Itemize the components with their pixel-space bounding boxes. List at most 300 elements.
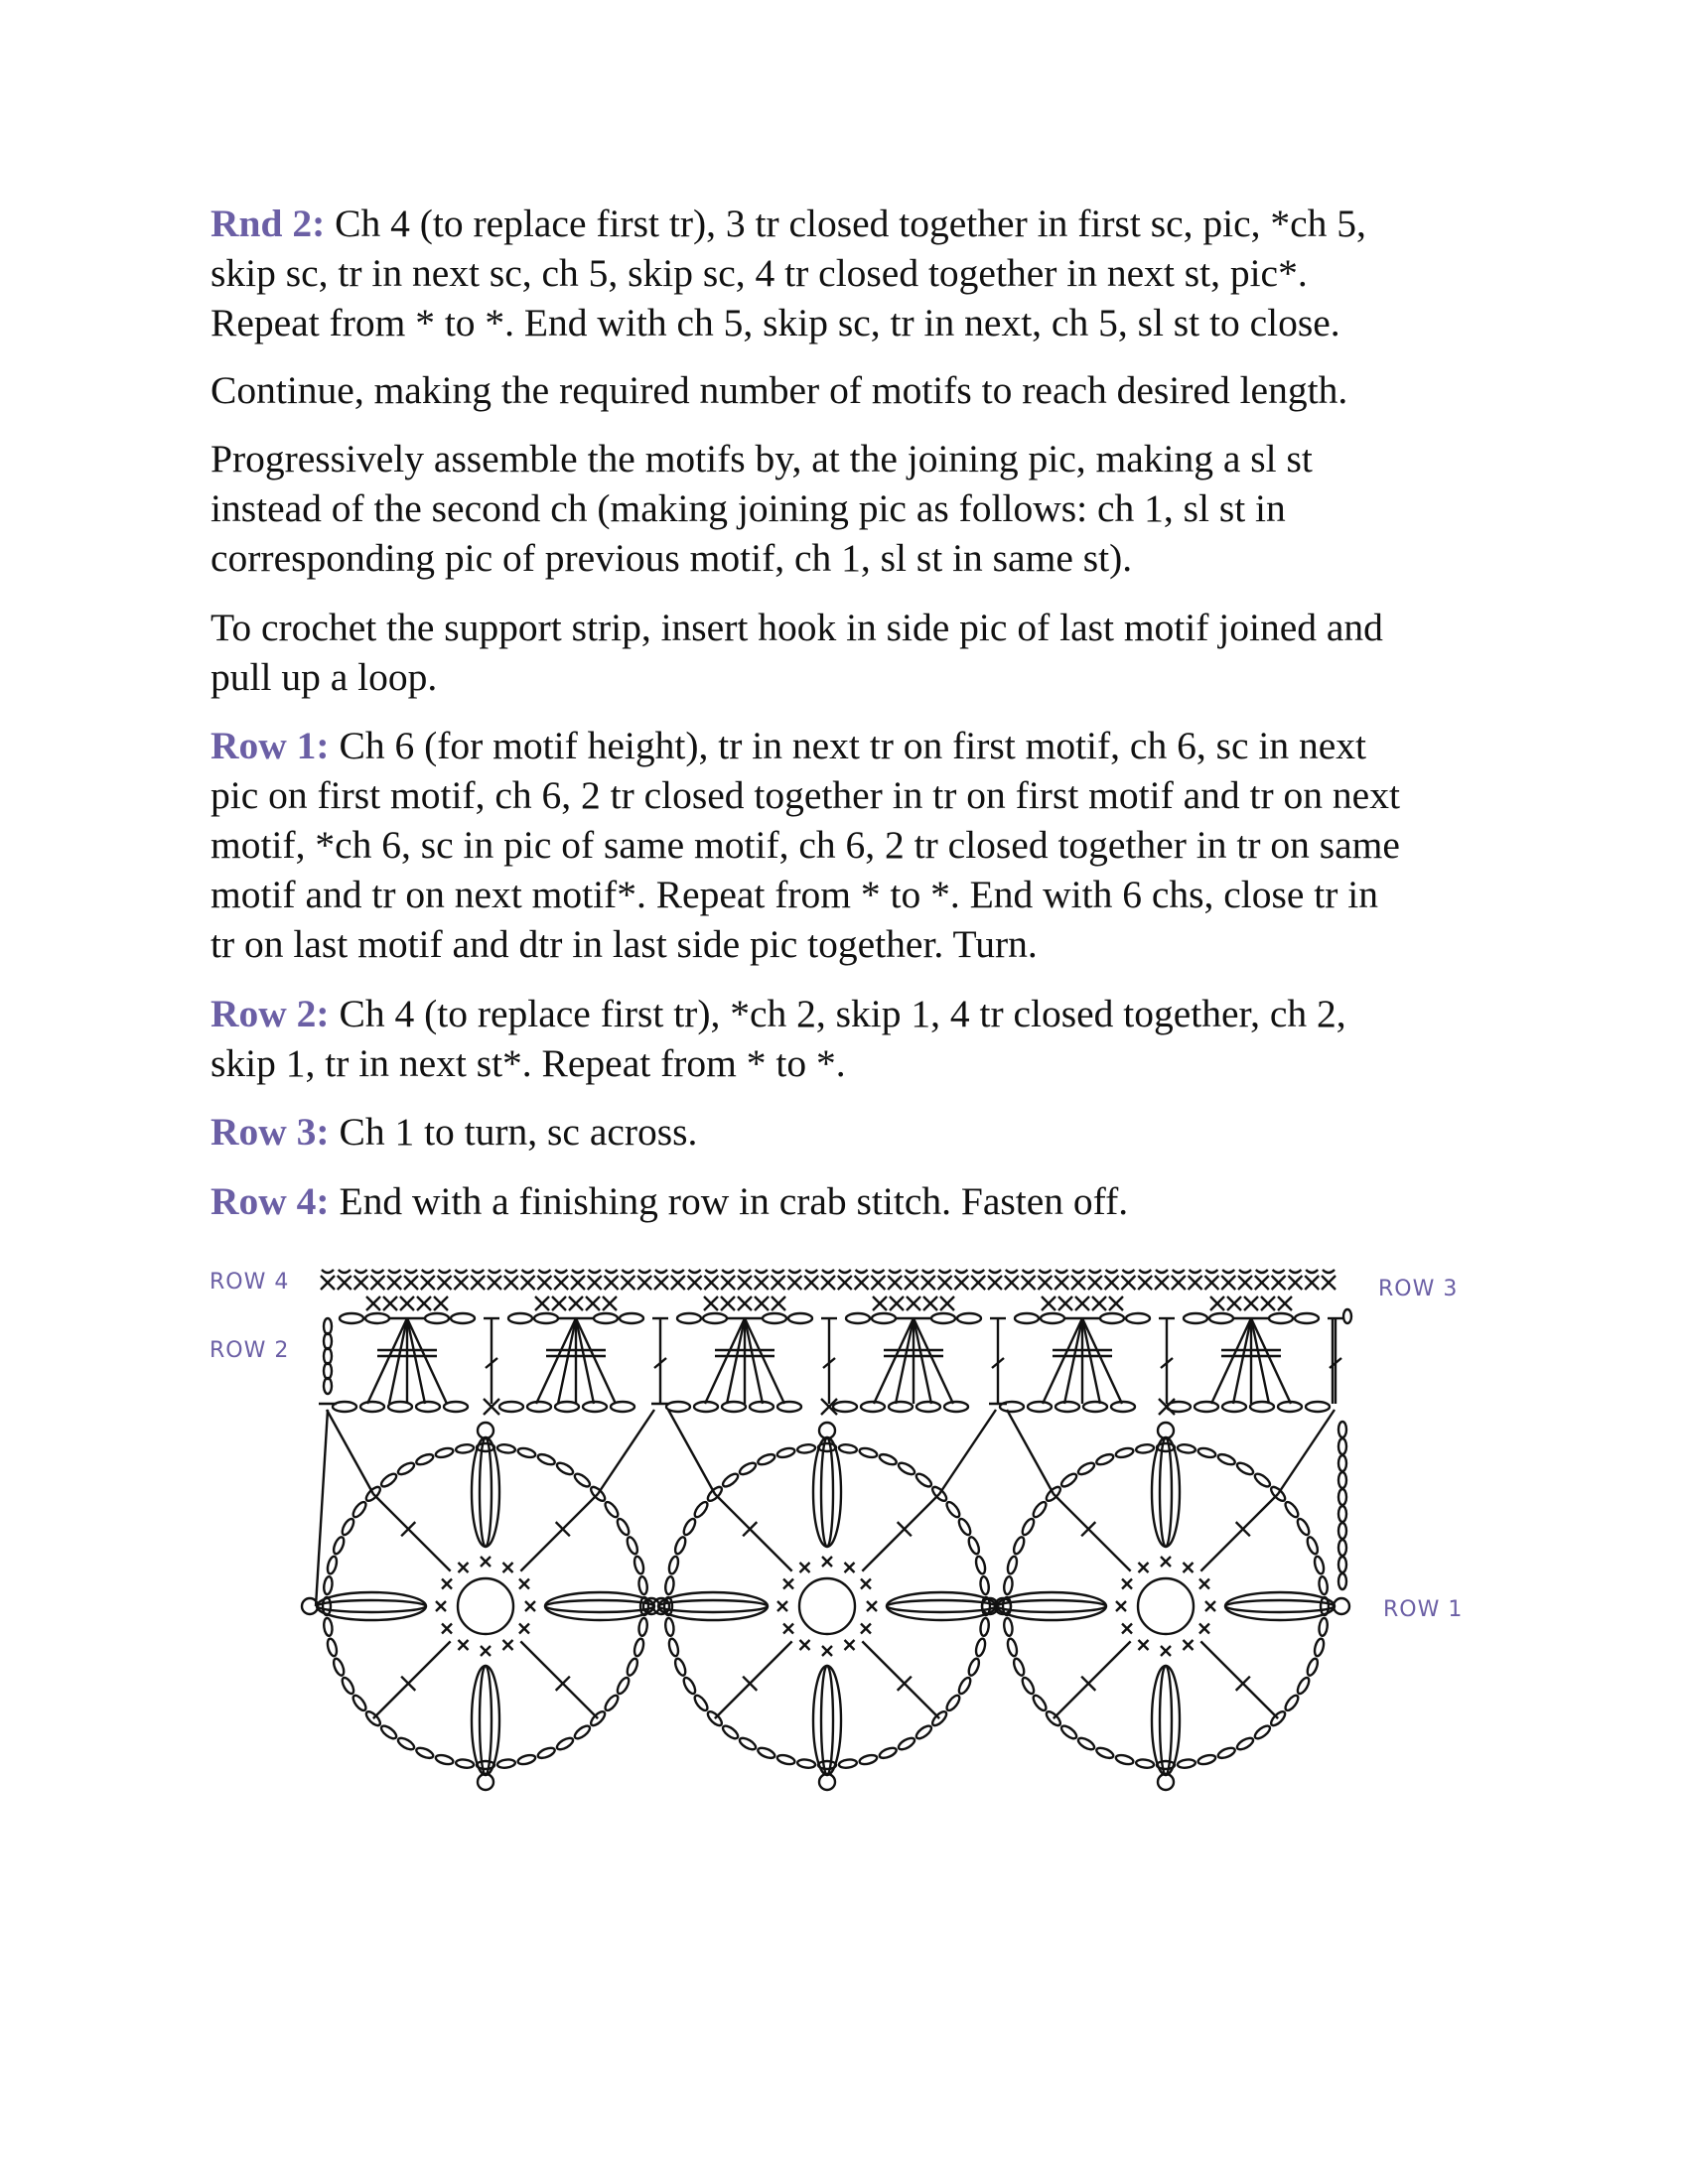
chain-symbol [872, 1313, 896, 1323]
crab-stitch-symbol [588, 1276, 602, 1290]
support-tr [1007, 1410, 1054, 1494]
tr-cluster-stem [896, 1318, 914, 1404]
chain-symbol [673, 1536, 687, 1556]
chain-symbol [323, 1617, 333, 1636]
chain-symbol [324, 1333, 332, 1349]
picot-symbol [1158, 1423, 1174, 1438]
crab-stitch-mark [1256, 1270, 1268, 1273]
sc-symbol [907, 1297, 920, 1310]
crab-stitch-mark [1089, 1270, 1101, 1273]
crab-stitch-symbol [1005, 1276, 1019, 1290]
chain-symbol [944, 1402, 968, 1412]
crab-stitch-mark [705, 1270, 717, 1273]
crab-stitch-mark [906, 1270, 917, 1273]
chain-symbol [957, 1517, 973, 1537]
chain-symbol [1076, 1460, 1096, 1476]
chain-symbol [838, 1758, 857, 1768]
tr-cluster-stem [705, 1318, 745, 1404]
crab-stitch-symbol [755, 1276, 769, 1290]
chain-symbol [1177, 1443, 1196, 1453]
chain-symbol [757, 1746, 776, 1760]
petal-inner [887, 1600, 996, 1612]
tr-cluster-stem [1082, 1318, 1100, 1404]
tr-cluster-stem [1043, 1318, 1082, 1404]
crab-stitch-symbol [1155, 1276, 1169, 1290]
crab-stitch-symbol [471, 1276, 485, 1290]
support-tr [1278, 1410, 1335, 1494]
chain-symbol [416, 1402, 440, 1412]
petal-cluster [472, 1437, 499, 1547]
chain-symbol [974, 1556, 986, 1574]
chain-symbol [435, 1446, 454, 1458]
petal-inner [1160, 1666, 1172, 1775]
crab-stitch-symbol [1221, 1276, 1235, 1290]
crab-stitch-mark [1006, 1270, 1018, 1273]
step-text: Ch 1 to turn, sc across. [329, 1110, 698, 1154]
chain-symbol [536, 1746, 556, 1760]
chain-symbol [444, 1402, 468, 1412]
chain-symbol [757, 1452, 776, 1466]
crab-stitch-symbol [1038, 1276, 1052, 1290]
chain-symbol [637, 1576, 647, 1595]
chain-symbol [1041, 1313, 1064, 1323]
chain-symbol [620, 1313, 643, 1323]
crab-stitch-mark [756, 1270, 768, 1273]
crab-stitch-symbol [1055, 1276, 1068, 1290]
chain-symbol [797, 1443, 816, 1453]
crab-stitch-mark [739, 1270, 751, 1273]
crab-stitch-mark [1156, 1270, 1168, 1273]
chain-symbol [326, 1556, 338, 1574]
crab-stitch-mark [1039, 1270, 1051, 1273]
crab-stitch-symbol [821, 1276, 835, 1290]
picot-symbol [819, 1423, 835, 1438]
sc-symbol [1075, 1297, 1089, 1310]
petal-inner [317, 1600, 426, 1612]
picot-symbol [819, 1774, 835, 1790]
crab-stitch-mark [1173, 1270, 1185, 1273]
crab-stitch-symbol [521, 1276, 535, 1290]
chain-symbol [340, 1517, 355, 1537]
crab-stitch-symbol [354, 1276, 368, 1290]
chain-symbol [721, 1471, 740, 1488]
chain-symbol [677, 1313, 701, 1323]
sc-symbol [1161, 1646, 1171, 1656]
chain-symbol [846, 1313, 870, 1323]
crab-stitch-symbol [637, 1276, 651, 1290]
chain-symbol [499, 1402, 523, 1412]
petal-cluster [813, 1666, 841, 1775]
crab-stitch-mark [622, 1270, 633, 1273]
chain-symbol [456, 1443, 475, 1453]
tr-cluster-stem [367, 1318, 407, 1404]
chain-symbol [1338, 1573, 1346, 1589]
sc-symbol [417, 1297, 431, 1310]
tr-cluster-stem [389, 1318, 407, 1404]
chain-symbol [425, 1313, 449, 1323]
sc-symbol [822, 1646, 832, 1656]
sc-symbol [434, 1297, 448, 1310]
chain-symbol [1100, 1313, 1124, 1323]
sc-symbol [1205, 1601, 1215, 1611]
crab-stitch-mark [355, 1270, 367, 1273]
tr-cluster-stem [1211, 1318, 1251, 1404]
crab-stitch-symbol [954, 1276, 968, 1290]
chain-symbol [1250, 1402, 1274, 1412]
step-label: Row 2: [211, 992, 330, 1035]
crab-stitch-mark [872, 1270, 884, 1273]
sc-symbol [1261, 1297, 1275, 1310]
chain-symbol [573, 1471, 592, 1488]
crab-stitch-symbol [888, 1276, 902, 1290]
crab-stitch-mark [572, 1270, 584, 1273]
crab-stitch-symbol [454, 1276, 468, 1290]
chain-symbol [664, 1576, 674, 1595]
chain-symbol [326, 1638, 338, 1657]
crab-stitch-mark [322, 1270, 334, 1273]
chain-symbol [1095, 1746, 1115, 1760]
crab-stitch-mark [1239, 1270, 1251, 1273]
tr-cluster-stem [576, 1318, 594, 1404]
chain-symbol [324, 1378, 332, 1394]
chain-symbol [1028, 1402, 1052, 1412]
chain-symbol [974, 1638, 986, 1657]
sc-symbol [1227, 1297, 1241, 1310]
crab-stitch-mark [1306, 1270, 1318, 1273]
tr-cluster-stem [745, 1318, 763, 1404]
chain-symbol [324, 1318, 332, 1334]
chain-symbol [1313, 1556, 1325, 1574]
petal-cluster [317, 1592, 426, 1620]
sc-symbol [861, 1624, 871, 1634]
center-ring [458, 1578, 513, 1634]
tr-spoke [1200, 1641, 1278, 1718]
sc-symbol [940, 1297, 954, 1310]
crab-stitch-mark [939, 1270, 951, 1273]
crab-stitch-symbol [1189, 1276, 1202, 1290]
crab-stitch-mark [1023, 1270, 1035, 1273]
petal-cluster [1152, 1437, 1180, 1547]
chain-symbol [889, 1402, 913, 1412]
chain-symbol [878, 1746, 898, 1760]
chain-symbol [1295, 1313, 1319, 1323]
step-text: Continue, making the required number of motifs to reach desired length. [211, 368, 1348, 412]
sc-symbol [845, 1563, 855, 1572]
chain-symbol [379, 1723, 398, 1740]
crab-stitch-mark [773, 1270, 784, 1273]
sc-symbol [755, 1297, 769, 1310]
sc-symbol [1199, 1579, 1209, 1589]
sc-symbol [1210, 1297, 1224, 1310]
chain-symbol [692, 1694, 709, 1712]
sc-symbol [845, 1640, 855, 1650]
chain-symbol [1012, 1657, 1026, 1677]
petal-inner [821, 1437, 833, 1547]
tr-cluster-stem [407, 1318, 425, 1404]
support-tr [327, 1410, 373, 1494]
chain-symbol [722, 1402, 746, 1412]
crab-stitch-mark [1190, 1270, 1201, 1273]
center-ring [1138, 1578, 1194, 1634]
sc-symbol [704, 1297, 718, 1310]
chain-symbol [527, 1402, 551, 1412]
crab-stitch-mark [788, 1270, 800, 1273]
support-tr [598, 1410, 654, 1494]
crab-stitch-symbol [988, 1276, 1002, 1290]
sc-symbol [1161, 1557, 1171, 1567]
crab-stitch-mark [638, 1270, 650, 1273]
crab-stitch-symbol [571, 1276, 585, 1290]
tr-cluster-stem [745, 1318, 784, 1404]
chain-symbol [496, 1443, 515, 1453]
step-label: Rnd 2: [211, 202, 326, 245]
crab-stitch-mark [1055, 1270, 1067, 1273]
chain-symbol [1003, 1617, 1013, 1636]
chain-symbol [1020, 1676, 1036, 1696]
step-text: To crochet the support strip, insert hook in side pic of last motif joined and pull up a loop. [211, 606, 1383, 699]
chain-symbol [1338, 1472, 1346, 1488]
crab-stitch-mark [388, 1270, 400, 1273]
chain-symbol [738, 1736, 758, 1752]
chain-symbol [517, 1446, 536, 1458]
crab-stitch-symbol [1255, 1276, 1269, 1290]
crab-stitch-mark [339, 1270, 351, 1273]
chain-symbol [1197, 1753, 1216, 1765]
sc-symbol [721, 1297, 735, 1310]
crab-stitch-mark [1273, 1270, 1285, 1273]
chain-symbol [1338, 1506, 1346, 1522]
chain-symbol [838, 1443, 857, 1453]
sc-symbol [1042, 1297, 1055, 1310]
crab-stitch-mark [422, 1270, 434, 1273]
chain-symbol [1031, 1500, 1048, 1519]
petal-cluster [545, 1592, 654, 1620]
sc-symbol [890, 1297, 904, 1310]
step-text: Ch 4 (to replace first tr), *ch 2, skip 1, 4 tr closed together, ch 2, skip 1, tr in next st*. Repeat from * to *. [211, 992, 1346, 1085]
chain-symbol [1015, 1313, 1039, 1323]
chain-symbol [603, 1500, 620, 1519]
support-tr [668, 1410, 715, 1494]
crab-stitch-symbol [387, 1276, 401, 1290]
chain-symbol [1338, 1438, 1346, 1454]
tr-cluster-stem [1064, 1318, 1082, 1404]
petal-cluster [658, 1592, 768, 1620]
petal-cluster [813, 1437, 841, 1547]
petal-inner [480, 1437, 492, 1547]
tr-spoke [373, 1641, 451, 1718]
crab-stitch-symbol [1105, 1276, 1119, 1290]
chain-symbol [616, 1676, 632, 1696]
crab-stitch-mark [522, 1270, 534, 1273]
crab-stitch-mark [606, 1270, 618, 1273]
chain-symbol [967, 1657, 981, 1677]
sc-symbol [772, 1297, 785, 1310]
chain-symbol [664, 1617, 674, 1636]
sc-symbol [1116, 1601, 1126, 1611]
crab-stitch-symbol [871, 1276, 885, 1290]
sc-symbol [1139, 1563, 1149, 1572]
chain-symbol [692, 1500, 709, 1519]
chain-symbol [324, 1363, 332, 1379]
crab-stitch-mark [955, 1270, 967, 1273]
sc-symbol [923, 1297, 937, 1310]
chain-symbol [763, 1313, 786, 1323]
crab-stitch-mark [405, 1270, 417, 1273]
chain-symbol [788, 1313, 812, 1323]
crab-stitch-symbol [338, 1276, 352, 1290]
chain-symbol [916, 1402, 940, 1412]
support-tr [939, 1410, 996, 1494]
sc-symbol [1199, 1624, 1209, 1634]
crab-stitch-mark [1122, 1270, 1134, 1273]
crab-stitch-mark [972, 1270, 984, 1273]
chain-symbol [1184, 1313, 1207, 1323]
chain-symbol [897, 1460, 916, 1476]
chain-symbol [667, 1638, 679, 1657]
crab-stitch-symbol [1305, 1276, 1319, 1290]
tr-cluster-stem [1251, 1318, 1269, 1404]
crab-stitch-mark [822, 1270, 834, 1273]
chain-symbol [496, 1758, 515, 1768]
chain-symbol [667, 1556, 679, 1574]
sc-symbol [519, 1579, 529, 1589]
chain-symbol [323, 1576, 333, 1595]
crab-stitch-symbol [488, 1276, 501, 1290]
sc-symbol [1109, 1297, 1123, 1310]
sc-symbol [436, 1601, 446, 1611]
petal-cluster [1225, 1592, 1335, 1620]
tr-spoke [1200, 1494, 1278, 1571]
tr-cluster-stem [407, 1318, 447, 1404]
crab-stitch-symbol [804, 1276, 818, 1290]
sc-symbol [569, 1297, 583, 1310]
tr-cluster-stem [874, 1318, 914, 1404]
chain-symbol [555, 1402, 579, 1412]
chain-symbol [1338, 1455, 1346, 1471]
chain-symbol [332, 1536, 346, 1556]
chain-symbol [1095, 1452, 1115, 1466]
crab-stitch-symbol [537, 1276, 551, 1290]
chain-symbol [1296, 1517, 1312, 1537]
sc-symbol [1184, 1640, 1194, 1650]
chain-symbol [967, 1536, 981, 1556]
petal-inner [658, 1600, 768, 1612]
chain-symbol [1235, 1460, 1255, 1476]
chain-symbol [451, 1313, 475, 1323]
crab-stitch-mark [856, 1270, 868, 1273]
chain-symbol [637, 1617, 647, 1636]
crab-stitch-mark [1139, 1270, 1151, 1273]
chain-symbol [573, 1723, 592, 1740]
chain-symbol [1235, 1736, 1255, 1752]
chain-symbol [1006, 1638, 1018, 1657]
tr-cluster-stem [1251, 1318, 1291, 1404]
petal-cluster [997, 1592, 1106, 1620]
sc-symbol [1244, 1297, 1258, 1310]
chain-symbol [1115, 1446, 1134, 1458]
tr-cluster-stem [558, 1318, 576, 1404]
chain-symbol [1306, 1402, 1330, 1412]
chain-symbol [594, 1313, 618, 1323]
chain-symbol [1083, 1402, 1107, 1412]
chain-symbol [633, 1638, 644, 1657]
chain-symbol [351, 1694, 367, 1712]
chain-symbol [626, 1657, 639, 1677]
sc-symbol [1139, 1640, 1149, 1650]
chain-symbol [435, 1753, 454, 1765]
support-dtr [316, 1410, 328, 1606]
sc-symbol [400, 1297, 414, 1310]
chain-symbol [517, 1753, 536, 1765]
chain-symbol [979, 1617, 989, 1636]
petal-cluster [1152, 1666, 1180, 1775]
chain-symbol [1283, 1500, 1300, 1519]
petal-inner [545, 1600, 654, 1612]
sc-symbol [383, 1297, 397, 1310]
crab-stitch-symbol [971, 1276, 985, 1290]
crab-stitch-symbol [421, 1276, 435, 1290]
crab-stitch-symbol [704, 1276, 718, 1290]
sc-symbol [822, 1557, 832, 1567]
crab-stitch-symbol [772, 1276, 785, 1290]
row-3-label: ROW 3 [1378, 1277, 1459, 1301]
sc-symbol [861, 1579, 871, 1589]
crab-stitch-mark [689, 1270, 701, 1273]
chain-symbol [611, 1402, 634, 1412]
tr-spoke [862, 1494, 939, 1571]
chain-symbol [415, 1452, 435, 1466]
row-4-label: ROW 4 [210, 1270, 290, 1295]
sc-symbol [603, 1297, 617, 1310]
tr-cluster-stem [576, 1318, 616, 1404]
chain-symbol [340, 1313, 363, 1323]
crab-stitch-symbol [855, 1276, 869, 1290]
chain-symbol [1059, 1471, 1078, 1488]
crab-stitch-mark [1106, 1270, 1118, 1273]
crab-stitch-mark [655, 1270, 667, 1273]
crab-stitch-symbol [404, 1276, 418, 1290]
petal-inner [821, 1666, 833, 1775]
sc-symbol [519, 1624, 529, 1634]
tr-cluster-stem [536, 1318, 576, 1404]
sc-symbol [503, 1640, 513, 1650]
crab-stitch-mark [589, 1270, 601, 1273]
crab-stitch-symbol [1138, 1276, 1152, 1290]
petal-cluster [887, 1592, 996, 1620]
crab-stitch-symbol [787, 1276, 801, 1290]
crab-stitch-mark [371, 1270, 383, 1273]
step-text: Progressively assemble the motifs by, at the joining pic, making a sl st instead of the second ch (making joining pic as follows: ch 1, sl st in corresponding pic of previous motif, ch 1, sl st in same st). [211, 437, 1313, 580]
tr-cluster-stem [727, 1318, 745, 1404]
chain-symbol [931, 1313, 955, 1323]
chain-symbol [1076, 1736, 1096, 1752]
chain-symbol [1059, 1723, 1078, 1740]
sc-symbol [481, 1646, 491, 1656]
chain-symbol [365, 1313, 389, 1323]
tr-spoke [520, 1641, 598, 1718]
crab-stitch-symbol [1022, 1276, 1036, 1290]
chain-symbol [379, 1471, 398, 1488]
sc-symbol [777, 1601, 787, 1611]
chain-symbol [1269, 1313, 1293, 1323]
tr-cluster-stem [914, 1318, 931, 1404]
chain-symbol [957, 1676, 973, 1696]
picot-symbol [1158, 1774, 1174, 1790]
chain-symbol [1253, 1723, 1272, 1740]
chain-symbol [456, 1758, 475, 1768]
chain-symbol [914, 1471, 933, 1488]
crab-stitch-symbol [688, 1276, 702, 1290]
